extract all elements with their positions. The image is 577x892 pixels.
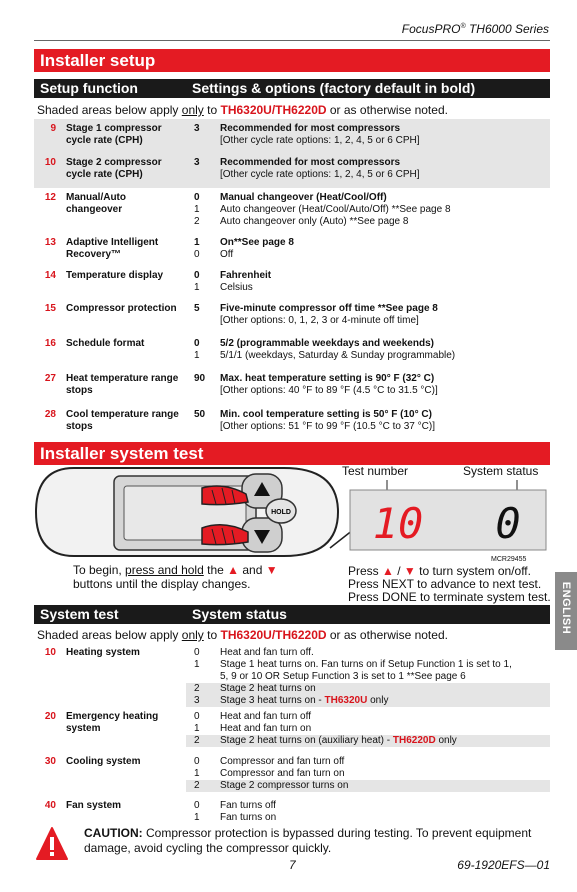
- status-value: 2: [194, 683, 200, 694]
- status-value: 2: [194, 780, 200, 791]
- down-triangle-icon: ▼: [265, 563, 278, 577]
- status-option: [186, 711, 550, 723]
- setup-number: 16: [44, 338, 56, 349]
- status-option: [186, 723, 550, 735]
- setup-value: 0: [194, 249, 200, 260]
- setup-description: 5/2 (programmable weekdays and weekends): [220, 338, 434, 349]
- status-description: [220, 711, 548, 723]
- note-text: to: [203, 628, 221, 642]
- setup-row: [34, 334, 550, 369]
- setup-value: 50: [194, 409, 206, 420]
- test-col-system-status: System status: [192, 606, 287, 622]
- setup-row: [34, 369, 550, 405]
- test-number-label: Test number: [342, 464, 409, 478]
- setup-values: [194, 192, 200, 228]
- setup-value: [194, 169, 200, 181]
- note-text: Shaded areas below apply: [37, 628, 182, 642]
- setup-number: 9: [50, 123, 56, 134]
- setup-number: 10: [44, 157, 56, 168]
- status-digit: 0: [495, 499, 521, 548]
- note-only: only: [181, 103, 204, 117]
- status-option: [186, 647, 550, 659]
- setup-number: 27: [44, 373, 56, 384]
- system-test-title: Installer system test: [34, 442, 550, 465]
- setup-values: [194, 373, 205, 397]
- status-description: [220, 659, 548, 671]
- language-tab-label: ENGLISH: [560, 581, 572, 635]
- status-description: [220, 735, 548, 747]
- system-test-table-header: [34, 605, 550, 624]
- setup-value: [194, 421, 205, 433]
- setup-row: [34, 119, 550, 153]
- language-tab[interactable]: [555, 572, 577, 650]
- status-option: [186, 756, 550, 768]
- status-option: [186, 671, 550, 683]
- setup-description: [Other options: 0, 1, 2, 3 or 4-minute off time]: [220, 315, 419, 326]
- hold-label: HOLD: [271, 509, 291, 516]
- test-instructions: [348, 565, 551, 604]
- note-text: to: [203, 103, 221, 117]
- setup-row: [34, 153, 550, 188]
- setup-col-settings: Settings & options (factory default in bold): [192, 80, 476, 96]
- setup-descriptions: [220, 373, 548, 397]
- instr-text: /: [393, 564, 404, 578]
- setup-table-header: [34, 79, 550, 98]
- setup-function-name: Cool temperature range stops: [66, 409, 179, 432]
- status-text: Heat and fan turn on: [220, 723, 312, 734]
- thermostat-illustration: [34, 466, 340, 558]
- status-value: 0: [194, 800, 200, 811]
- status-text: Stage 1 heat turns on. Fan turns on if Setup Function 1 is set to 1,: [220, 659, 512, 670]
- setup-function-name: Schedule format: [66, 338, 145, 349]
- status-description: [220, 723, 548, 735]
- note-text: Shaded areas below apply: [37, 103, 182, 117]
- setup-function-name: Manual/Auto changeover: [66, 192, 126, 215]
- status-description: [220, 812, 548, 824]
- setup-description: Min. cool temperature setting is 50° F (10° C): [220, 409, 432, 420]
- status-description: [220, 647, 548, 659]
- setup-row: [34, 299, 550, 334]
- setup-shading-note: [37, 103, 448, 117]
- setup-row: [34, 188, 550, 233]
- test-col-system-test: System test: [40, 606, 119, 622]
- status-model: TH6220D: [392, 735, 436, 746]
- status-text: Heat and fan turn off: [220, 711, 311, 722]
- setup-value: 3: [194, 157, 200, 168]
- instr-text: the: [203, 563, 228, 577]
- setup-number: 13: [44, 237, 56, 248]
- system-test-name: Fan system: [66, 800, 122, 811]
- document-code: 69-1920EFS—01: [457, 858, 550, 872]
- status-description: [220, 756, 548, 768]
- setup-function-name: Adaptive Intelligent Recovery™: [66, 237, 159, 260]
- setup-description: 5/1/1 (weekdays, Saturday & Sunday programmable): [220, 350, 456, 361]
- status-value: 0: [194, 647, 200, 658]
- setup-value: [194, 385, 205, 397]
- status-value: 1: [194, 768, 200, 779]
- setup-descriptions: [220, 303, 548, 327]
- status-tail: only: [435, 735, 457, 746]
- instr-text: To begin,: [73, 563, 126, 577]
- setup-description: Celsius: [220, 282, 253, 293]
- setup-value: 0: [194, 338, 200, 349]
- setup-description: Fahrenheit: [220, 270, 272, 281]
- setup-function-name: Temperature display: [66, 270, 164, 281]
- document-header: [402, 22, 549, 36]
- lcd-display: [342, 478, 552, 560]
- status-option: [186, 812, 550, 824]
- brand-name: FocusPRO: [401, 22, 461, 36]
- status-text: Fan turns off: [220, 800, 276, 811]
- setup-descriptions: [220, 123, 548, 147]
- system-status-label: System status: [463, 464, 539, 478]
- setup-values: [194, 237, 200, 261]
- header-rule: [34, 40, 550, 41]
- setup-function-table: [34, 119, 550, 439]
- instr-text: to turn system on/off.: [415, 564, 531, 578]
- status-text: Fan turns on: [220, 812, 277, 823]
- status-text: Compressor and fan turn on: [220, 768, 345, 779]
- setup-description: [Other cycle rate options: 1, 2, 4, 5 or 6 CPH]: [220, 169, 420, 180]
- note-models: TH6320U/TH6220D: [220, 103, 327, 117]
- caution-icon: [36, 826, 68, 862]
- status-value: 1: [194, 659, 200, 670]
- status-value: 0: [194, 711, 200, 722]
- status-tail: only: [367, 695, 389, 706]
- system-test-name: Emergency heating system: [66, 711, 159, 734]
- setup-description: Auto changeover only (Auto) **See page 8: [220, 216, 409, 227]
- setup-value: [194, 135, 200, 147]
- setup-description: Auto changeover (Heat/Cool/Auto/Off) **See page 8: [220, 204, 451, 215]
- system-test-row: [34, 710, 550, 755]
- instr-text: Press DONE to terminate system test.: [348, 590, 551, 604]
- status-value: 2: [194, 735, 200, 746]
- setup-description: [Other cycle rate options: 1, 2, 4, 5 or 6 CPH]: [220, 135, 420, 146]
- caution-notice: [84, 826, 554, 856]
- setup-values: [194, 123, 200, 147]
- status-option: [186, 683, 550, 695]
- setup-col-function: Setup function: [40, 80, 138, 96]
- up-triangle-icon: ▲: [227, 563, 240, 577]
- status-model: TH6320U: [324, 695, 368, 706]
- page-number: 7: [289, 858, 296, 872]
- status-text: Heat and fan turn off.: [220, 647, 314, 658]
- status-value: 1: [194, 812, 200, 823]
- setup-value: 1: [194, 350, 200, 361]
- setup-function-name: Stage 1 compressor cycle rate (CPH): [66, 123, 162, 146]
- figure-code: MCR29455: [491, 556, 527, 563]
- setup-descriptions: [220, 270, 548, 294]
- setup-values: [194, 338, 200, 362]
- status-description: [220, 671, 548, 683]
- setup-description: Manual changeover (Heat/Cool/Off): [220, 192, 387, 203]
- instr-text: and: [239, 563, 266, 577]
- status-option: [186, 780, 550, 792]
- begin-instructions: [73, 563, 278, 591]
- setup-number: 15: [44, 303, 56, 314]
- setup-value: 1: [194, 204, 200, 215]
- instr-text: Press NEXT to advance to next test.: [348, 577, 542, 591]
- setup-value: 1: [194, 282, 200, 293]
- status-text: Stage 2 heat turns on: [220, 683, 316, 694]
- instr-text: buttons until the display changes.: [73, 577, 251, 591]
- system-test-row: [34, 646, 550, 710]
- setup-row: [34, 233, 550, 266]
- setup-description: Max. heat temperature setting is 90° F (32° C): [220, 373, 435, 384]
- registered-mark: ®: [460, 23, 466, 30]
- status-value: 1: [194, 723, 200, 734]
- setup-description: On**See page 8: [220, 237, 294, 248]
- status-description: [220, 695, 548, 707]
- instr-text: Press: [348, 564, 383, 578]
- test-number-digits: 10: [372, 499, 424, 548]
- setup-value: 3: [194, 123, 200, 134]
- status-option: [186, 695, 550, 707]
- setup-function-name: Stage 2 compressor cycle rate (CPH): [66, 157, 162, 180]
- installer-setup-title: Installer setup: [34, 49, 550, 72]
- setup-value: 0: [194, 270, 200, 281]
- status-description: [220, 780, 548, 792]
- setup-value: 1: [194, 237, 200, 248]
- status-description: [220, 800, 548, 812]
- setup-value: 5: [194, 303, 200, 314]
- system-test-number: 10: [44, 647, 56, 658]
- status-text: Compressor and fan turn off: [220, 756, 345, 767]
- setup-descriptions: [220, 157, 548, 181]
- status-text: Stage 2 heat turns on (auxiliary heat) -: [220, 735, 393, 746]
- setup-descriptions: [220, 338, 548, 362]
- setup-values: [194, 157, 200, 181]
- down-triangle-icon: ▼: [403, 564, 416, 578]
- setup-description: Off: [220, 249, 234, 260]
- setup-descriptions: [220, 409, 548, 433]
- setup-value: [194, 315, 200, 327]
- setup-number: 12: [44, 192, 56, 203]
- setup-values: [194, 409, 205, 433]
- status-option: [186, 735, 550, 747]
- status-text: Stage 2 compressor turns on: [220, 780, 349, 791]
- setup-value: 90: [194, 373, 206, 384]
- setup-description: Recommended for most compressors: [220, 123, 401, 134]
- status-value: 0: [194, 756, 200, 767]
- note-only: only: [181, 628, 204, 642]
- setup-description: [Other options: 40 °F to 89 °F (4.5 °C to 31.5 °C)]: [220, 385, 438, 396]
- system-test-number: 30: [44, 756, 56, 767]
- system-test-row: [34, 755, 550, 799]
- status-text: Stage 3 heat turns on -: [220, 695, 325, 706]
- setup-values: [194, 270, 200, 294]
- note-text: or as otherwise noted.: [326, 628, 448, 642]
- system-test-name: Heating system: [66, 647, 140, 658]
- system-test-table: [34, 646, 550, 829]
- status-text: 5, 9 or 10 OR Setup Function 3 is set to 1 **See page 6: [220, 671, 466, 682]
- setup-description: Five-minute compressor off time **See page 8: [220, 303, 438, 314]
- status-value: 3: [194, 695, 200, 706]
- status-description: [220, 768, 548, 780]
- caution-label: CAUTION:: [84, 826, 143, 840]
- system-test-number: 20: [44, 711, 56, 722]
- system-test-number: 40: [44, 800, 56, 811]
- setup-descriptions: [220, 192, 548, 228]
- setup-number: 14: [44, 270, 56, 281]
- setup-description: Recommended for most compressors: [220, 157, 401, 168]
- setup-values: [194, 303, 200, 327]
- series-name: TH6000 Series: [465, 22, 549, 36]
- setup-number: 28: [44, 409, 56, 420]
- note-models: TH6320U/TH6220D: [220, 628, 327, 642]
- setup-row: [34, 266, 550, 299]
- setup-description: [Other options: 51 °F to 99 °F (10.5 °C to 37 °C)]: [220, 421, 435, 432]
- system-test-name: Cooling system: [66, 756, 141, 767]
- up-triangle-icon: ▲: [382, 564, 394, 578]
- caution-text: Compressor protection is bypassed during testing. To prevent equipment damage, avoid cycling the compressor quickly.: [84, 826, 532, 855]
- system-test-row: [34, 799, 550, 829]
- setup-function-name: Heat temperature range stops: [66, 373, 179, 396]
- instr-underlined: press and hold: [125, 563, 204, 577]
- setup-value: 0: [194, 192, 200, 203]
- status-option: [186, 768, 550, 780]
- status-option: [186, 659, 550, 671]
- setup-row: [34, 405, 550, 439]
- note-text: or as otherwise noted.: [326, 103, 448, 117]
- setup-function-name: Compressor protection: [66, 303, 177, 314]
- status-description: [220, 683, 548, 695]
- status-option: [186, 800, 550, 812]
- setup-descriptions: [220, 237, 548, 261]
- setup-value: 2: [194, 216, 200, 227]
- test-shading-note: [37, 628, 448, 642]
